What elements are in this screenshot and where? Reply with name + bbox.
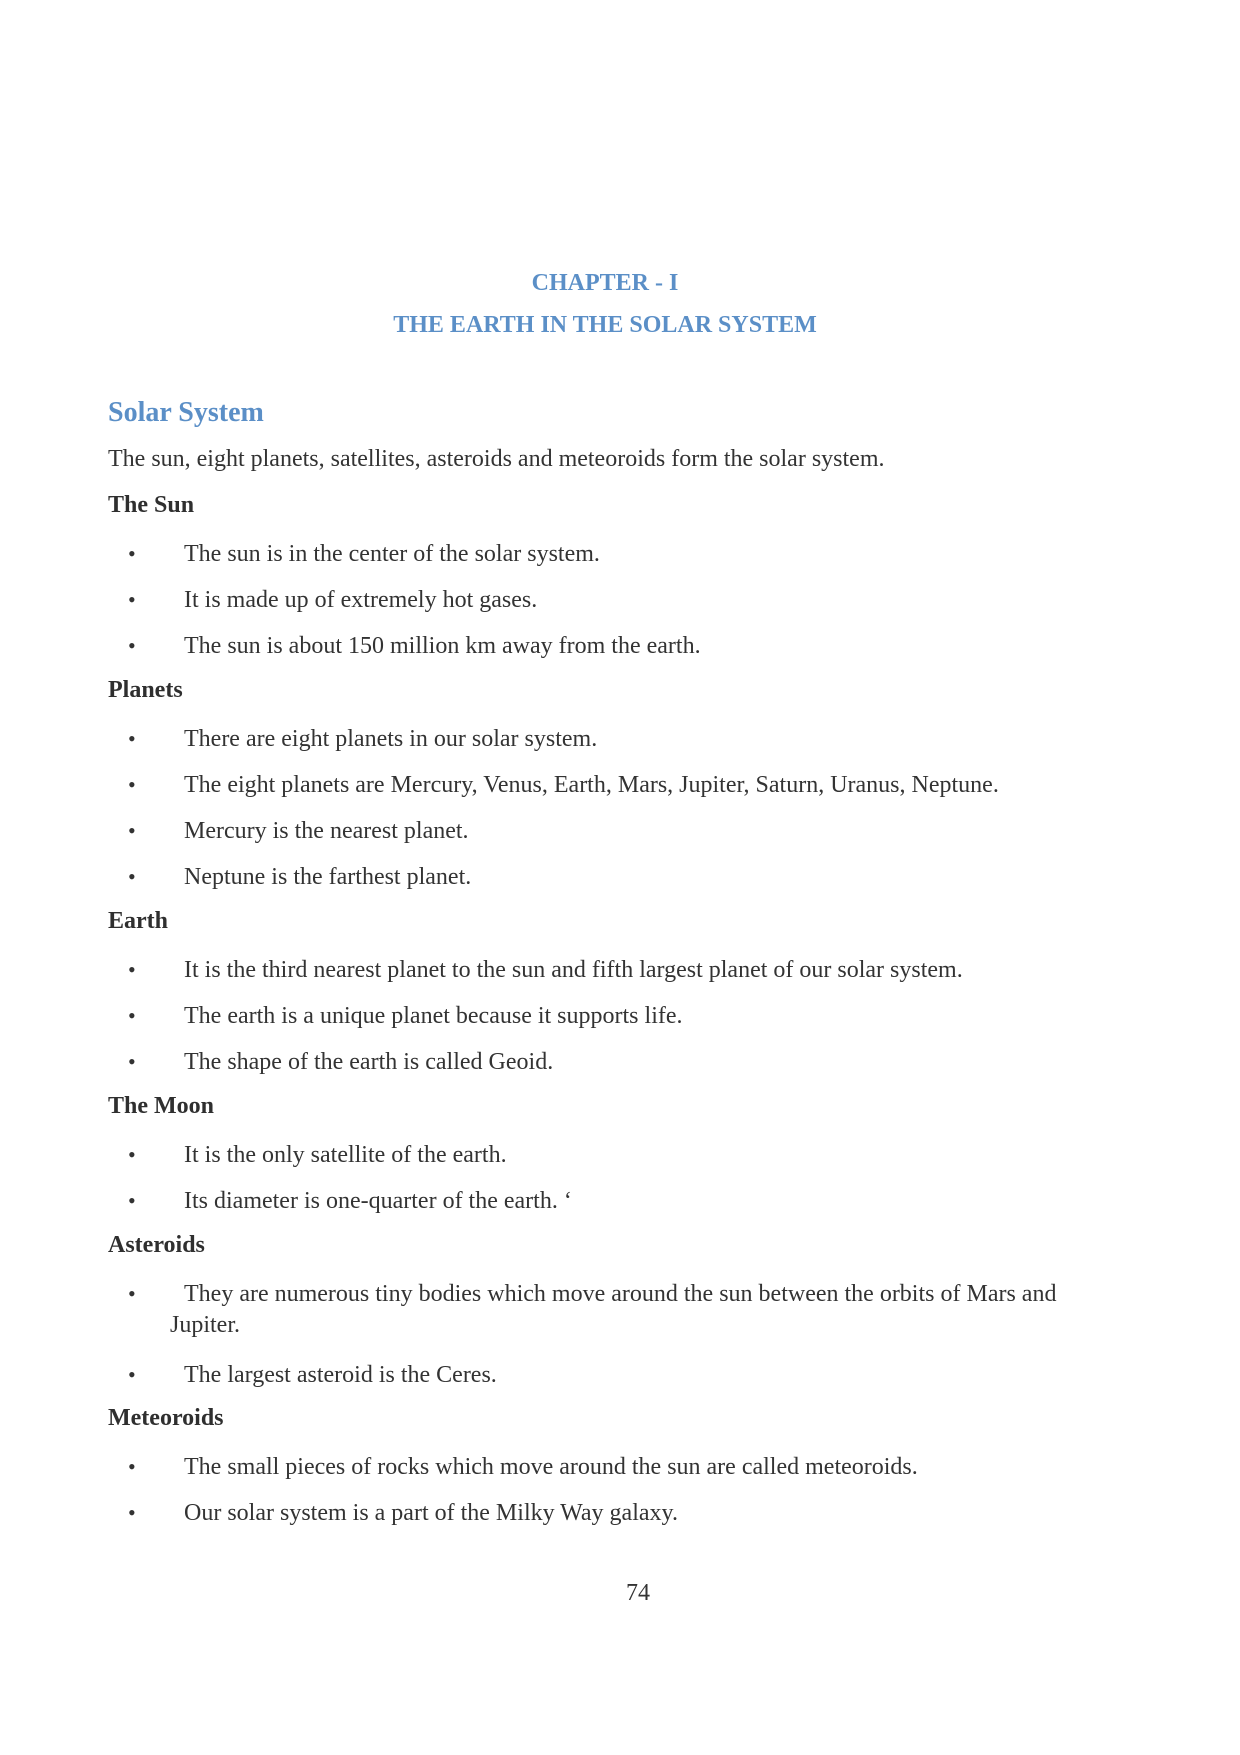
list-item-text: It is the third nearest planet to the sun and fifth largest planet of our solar system. bbox=[184, 957, 963, 983]
list-item-text: The eight planets are Mercury, Venus, Earth, Mars, Jupiter, Saturn, Uranus, Neptune. bbox=[184, 772, 999, 798]
list-item bbox=[128, 1496, 1118, 1530]
list-item-text: It is made up of extremely hot gases. bbox=[184, 587, 538, 613]
list-item bbox=[128, 722, 1118, 756]
list-item-text: The small pieces of rocks which move around the sun are called meteoroids. bbox=[184, 1454, 918, 1480]
list-item bbox=[128, 537, 1118, 571]
list-item-text: There are eight planets in our solar system. bbox=[184, 726, 598, 752]
bullet-icon: • bbox=[128, 864, 136, 889]
list-item-continuation: Jupiter. bbox=[170, 1312, 240, 1338]
chapter-number: CHAPTER - I bbox=[531, 270, 679, 296]
section-intro: The sun, eight planets, satellites, asteroids and meteoroids form the solar system. bbox=[108, 446, 885, 472]
list-item-text: The sun is in the center of the solar system. bbox=[184, 541, 600, 567]
list-item-text: The sun is about 150 million km away from the earth. bbox=[184, 633, 701, 659]
list-item bbox=[128, 1138, 1118, 1172]
bullet-icon: • bbox=[128, 587, 136, 612]
list-item-text: The largest asteroid is the Ceres. bbox=[184, 1362, 497, 1388]
heading-asteroids: Asteroids bbox=[108, 1232, 205, 1258]
page-number: 74 bbox=[626, 1580, 650, 1606]
list-item-text: The shape of the earth is called Geoid. bbox=[184, 1049, 554, 1075]
bullet-icon: • bbox=[128, 1188, 136, 1213]
bullet-icon: • bbox=[128, 818, 136, 843]
list-item-text: Mercury is the nearest planet. bbox=[184, 818, 469, 844]
bullet-icon: • bbox=[128, 633, 136, 658]
section-title: Solar System bbox=[108, 397, 264, 428]
list-item bbox=[128, 953, 1118, 987]
list-item bbox=[128, 999, 1118, 1033]
bullet-icon: • bbox=[128, 957, 136, 982]
bullet-icon: • bbox=[128, 1500, 136, 1525]
bullet-icon: • bbox=[128, 726, 136, 751]
heading-planets: Planets bbox=[108, 677, 183, 703]
heading-the-moon: The Moon bbox=[108, 1093, 215, 1119]
list-item-text: It is the only satellite of the earth. bbox=[184, 1142, 507, 1168]
list-item-text: Our solar system is a part of the Milky Way galaxy. bbox=[184, 1500, 678, 1526]
list-item bbox=[128, 1184, 1118, 1218]
bullet-icon: • bbox=[128, 1003, 136, 1028]
bullet-icon: • bbox=[128, 1142, 136, 1167]
list-item bbox=[128, 629, 1118, 663]
list-item-text: Its diameter is one-quarter of the earth. ‘ bbox=[184, 1188, 572, 1214]
list-item-text: The earth is a unique planet because it supports life. bbox=[184, 1003, 683, 1029]
list-item bbox=[128, 1045, 1118, 1079]
list-item bbox=[128, 1277, 1118, 1311]
list-item bbox=[128, 1450, 1118, 1484]
chapter-title: THE EARTH IN THE SOLAR SYSTEM bbox=[393, 312, 817, 338]
bullet-icon: • bbox=[128, 772, 136, 797]
list-item bbox=[128, 583, 1118, 617]
bullet-icon: • bbox=[128, 1049, 136, 1074]
list-item bbox=[128, 814, 1118, 848]
bullet-icon: • bbox=[128, 1454, 136, 1479]
list-item bbox=[128, 768, 1118, 802]
bullet-icon: • bbox=[128, 541, 136, 566]
list-item bbox=[128, 860, 1118, 894]
list-item-text: They are numerous tiny bodies which move around the sun between the orbits of Mars and bbox=[184, 1281, 1057, 1307]
heading-earth: Earth bbox=[108, 908, 168, 934]
heading-meteoroids: Meteoroids bbox=[108, 1405, 224, 1431]
heading-the-sun: The Sun bbox=[108, 492, 195, 518]
list-item bbox=[128, 1358, 1118, 1392]
bullet-icon: • bbox=[128, 1281, 136, 1306]
bullet-icon: • bbox=[128, 1362, 136, 1387]
list-item-text: Neptune is the farthest planet. bbox=[184, 864, 472, 890]
